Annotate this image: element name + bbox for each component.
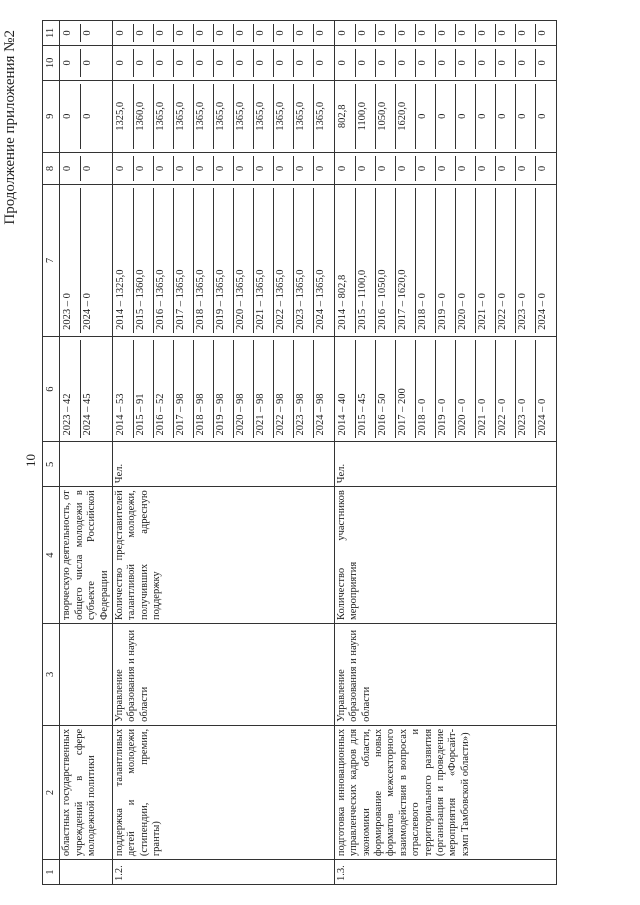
sub-value: 0 <box>233 156 253 181</box>
sub-value: 1365,0 <box>293 84 313 149</box>
cell-c8 <box>112 152 334 184</box>
program-measures-table <box>42 20 557 885</box>
sub-value: 2022 – 1365,0 <box>273 188 293 333</box>
cell-c5: Чел. <box>334 442 556 487</box>
sub-value: 0 <box>536 30 548 36</box>
sub-value: 0 <box>273 49 293 77</box>
sub-value: 0 <box>82 165 94 172</box>
cell-c6 <box>60 336 113 442</box>
sub-list-c9 <box>114 84 333 149</box>
sub-value: 0 <box>375 156 395 181</box>
sub-value: 0 <box>314 60 326 66</box>
cell-c4: творческую деятельность, от общего числа молодежи в субъекте Российской Федерации <box>60 487 113 624</box>
sub-value: 0 <box>293 49 313 77</box>
sub-value: 0 <box>314 165 326 172</box>
sub-value: 2014 – 1325,0 <box>114 188 134 333</box>
sub-value: 1100,0 <box>355 84 375 149</box>
sub-list-c7 <box>336 188 555 333</box>
sub-value: 0 <box>213 24 233 42</box>
sub-value: 2019 – 0 <box>435 340 455 439</box>
sub-value: 0 <box>193 24 213 42</box>
header-cell: 2 <box>43 725 60 859</box>
cell-c11 <box>60 21 113 46</box>
sub-value: 0 <box>153 24 173 42</box>
sub-list-c6 <box>61 340 100 439</box>
sub-list-c6 <box>336 340 555 439</box>
sub-value: 0 <box>61 156 81 181</box>
sub-value: 0 <box>475 84 495 149</box>
sub-value: 2022 – 0 <box>495 188 515 333</box>
sub-value: 0 <box>114 24 134 42</box>
cell-c8 <box>334 152 556 184</box>
sub-value: 0 <box>173 49 193 77</box>
sub-value: 2020 – 0 <box>455 340 475 439</box>
cell-c1 <box>60 860 113 885</box>
cell-c10 <box>112 45 334 80</box>
sub-value: 2024 – 0 <box>82 293 94 330</box>
sub-value: 2018 – 98 <box>193 340 213 439</box>
sub-value: 0 <box>475 156 495 181</box>
sub-value: 2015 – 45 <box>355 340 375 439</box>
sub-value: 2024 – 1365,0 <box>314 269 326 330</box>
page-number: 10 <box>23 454 38 467</box>
sub-value: 2017 – 1365,0 <box>173 188 193 333</box>
sub-value: 0 <box>495 84 515 149</box>
sub-value: 1365,0 <box>314 101 326 131</box>
sub-value: 0 <box>455 84 475 149</box>
sub-value: 0 <box>82 113 94 119</box>
cell-c11 <box>112 21 334 46</box>
sub-value: 2021 – 1365,0 <box>253 188 273 333</box>
cell-c3: Управление образования и науки области <box>112 623 334 725</box>
sub-value: 0 <box>253 156 273 181</box>
sub-value: 0 <box>415 156 435 181</box>
cell-c2: областных государственных учреждений в сфере молодежной политики <box>60 725 113 859</box>
sub-list-c10 <box>114 49 333 77</box>
sub-value: 0 <box>375 24 395 42</box>
sub-value: 0 <box>233 49 253 77</box>
cell-c11 <box>334 21 556 46</box>
sub-value: 2021 – 0 <box>475 340 495 439</box>
sub-list-c8 <box>61 156 100 181</box>
sub-value: 0 <box>133 49 153 77</box>
sub-value: 2017 – 200 <box>395 340 415 439</box>
sub-value: 0 <box>515 84 535 149</box>
sub-value: 0 <box>536 165 548 172</box>
sub-value: 0 <box>395 156 415 181</box>
sub-value: 0 <box>153 49 173 77</box>
cell-c7 <box>60 185 113 337</box>
sub-value: 2023 – 1365,0 <box>293 188 313 333</box>
sub-value: 0 <box>273 156 293 181</box>
sub-value: 0 <box>395 49 415 77</box>
header-row <box>43 21 60 885</box>
sub-value: 2016 – 1365,0 <box>153 188 173 333</box>
sub-value: 2024 – 0 <box>536 293 548 330</box>
sub-value: 0 <box>82 60 94 66</box>
sub-value: 0 <box>82 30 94 36</box>
header-cell: 3 <box>43 623 60 725</box>
cell-c10 <box>334 45 556 80</box>
sub-value: 2015 – 1100,0 <box>355 188 375 333</box>
header-cell: 6 <box>43 336 60 442</box>
sub-value: 0 <box>515 24 535 42</box>
sub-value: 0 <box>193 49 213 77</box>
sub-list-c11 <box>336 24 555 42</box>
sub-value: 0 <box>233 24 253 42</box>
table-row <box>112 21 334 885</box>
sub-value: 2018 – 0 <box>415 340 435 439</box>
cell-c7 <box>334 185 556 337</box>
cell-c5: Чел. <box>112 442 334 487</box>
sub-value: 2022 – 0 <box>495 340 515 439</box>
cell-c2: подготовка инновационных управленческих кадров для экономики области, формирование новых форматов межсекторного взаимодействия в вопросах отраслевого и территориального развития (организация и проведение мероприятия «Форсайт-кэмп Тамбовской области») <box>334 725 556 859</box>
sub-value: 0 <box>395 24 415 42</box>
sub-value: 0 <box>153 156 173 181</box>
sub-value: 2017 – 1620,0 <box>395 188 415 333</box>
cell-c9 <box>60 80 113 152</box>
sub-value: 0 <box>495 24 515 42</box>
sub-value: 0 <box>415 49 435 77</box>
sub-value: 1365,0 <box>213 84 233 149</box>
sub-list-c7 <box>114 188 333 333</box>
sub-value: 0 <box>515 49 535 77</box>
sub-value: 0 <box>213 156 233 181</box>
cell-c9 <box>112 80 334 152</box>
sub-value: 0 <box>475 24 495 42</box>
sub-value: 1620,0 <box>395 84 415 149</box>
sub-value: 2023 – 0 <box>515 188 535 333</box>
sub-value: 2021 – 0 <box>475 188 495 333</box>
sub-value: 2014 – 802,8 <box>336 188 356 333</box>
table-row <box>334 21 556 885</box>
cell-c5 <box>60 442 113 487</box>
cell-c3 <box>60 623 113 725</box>
sub-value: 2024 – 0 <box>536 398 548 436</box>
cell-c9 <box>334 80 556 152</box>
header-cell: 9 <box>43 80 60 152</box>
sub-value: 0 <box>536 60 548 66</box>
sub-value: 0 <box>314 30 326 36</box>
appendix-continuation-caption: Продолжение приложения №2 <box>2 30 18 225</box>
sub-value: 0 <box>293 156 313 181</box>
sub-value: 0 <box>293 24 313 42</box>
sub-value: 0 <box>114 156 134 181</box>
sub-value: 1325,0 <box>114 84 134 149</box>
sub-value: 0 <box>253 24 273 42</box>
sub-value: 0 <box>336 156 356 181</box>
cell-c1: 1.3. <box>334 860 556 885</box>
sub-value: 1365,0 <box>193 84 213 149</box>
sub-value: 0 <box>193 156 213 181</box>
sub-value: 0 <box>375 49 395 77</box>
sub-value: 0 <box>173 24 193 42</box>
sub-value: 2019 – 0 <box>435 188 455 333</box>
sub-value: 1365,0 <box>273 84 293 149</box>
sub-list-c8 <box>336 156 555 181</box>
header-cell: 5 <box>43 442 60 487</box>
sub-list-c11 <box>61 24 100 42</box>
sub-value: 2016 – 52 <box>153 340 173 439</box>
sub-value: 0 <box>435 156 455 181</box>
sub-value: 2022 – 98 <box>273 340 293 439</box>
sub-value: 2015 – 1360,0 <box>133 188 153 333</box>
sub-value: 0 <box>495 156 515 181</box>
sub-value: 0 <box>355 156 375 181</box>
sub-value: 0 <box>455 24 475 42</box>
sub-list-c10 <box>336 49 555 77</box>
table-row <box>60 21 113 885</box>
sub-value: 0 <box>336 49 356 77</box>
sub-list-c10 <box>61 49 100 77</box>
sub-value: 0 <box>536 113 548 119</box>
sub-value: 0 <box>435 84 455 149</box>
cell-c4: Количество участников мероприятия <box>334 487 556 624</box>
sub-value: 802,8 <box>336 84 356 149</box>
sub-value: 0 <box>495 49 515 77</box>
header-cell: 1 <box>43 860 60 885</box>
sub-value: 0 <box>455 49 475 77</box>
sub-list-c7 <box>61 188 100 333</box>
sub-value: 2023 – 98 <box>293 340 313 439</box>
header-cell: 7 <box>43 185 60 337</box>
sub-value: 2024 – 45 <box>82 393 94 436</box>
sub-value: 2023 – 0 <box>61 188 81 333</box>
sub-value: 1360,0 <box>133 84 153 149</box>
sub-value: 2020 – 0 <box>455 188 475 333</box>
sub-value: 1365,0 <box>233 84 253 149</box>
sub-list-c6 <box>114 340 333 439</box>
sub-value: 0 <box>253 49 273 77</box>
sub-value: 0 <box>61 49 81 77</box>
cell-c1: 1.2. <box>112 860 334 885</box>
sub-value: 0 <box>61 24 81 42</box>
sub-value: 2014 – 53 <box>114 340 134 439</box>
sub-value: 2021 – 98 <box>253 340 273 439</box>
sub-value: 0 <box>415 24 435 42</box>
sub-value: 2023 – 42 <box>61 340 81 439</box>
cell-c3: Управление образования и науки области <box>334 623 556 725</box>
header-cell: 11 <box>43 21 60 46</box>
header-cell: 8 <box>43 152 60 184</box>
sub-value: 1365,0 <box>153 84 173 149</box>
sub-list-c9 <box>61 84 100 149</box>
sub-value: 0 <box>114 49 134 77</box>
sub-list-c9 <box>336 84 555 149</box>
sub-value: 2019 – 98 <box>213 340 233 439</box>
sub-value: 2018 – 1365,0 <box>193 188 213 333</box>
cell-c7 <box>112 185 334 337</box>
sub-value: 0 <box>415 84 435 149</box>
sub-value: 0 <box>455 156 475 181</box>
sub-value: 0 <box>133 24 153 42</box>
sub-value: 2020 – 98 <box>233 340 253 439</box>
sub-value: 0 <box>435 49 455 77</box>
sub-list-c11 <box>114 24 333 42</box>
cell-c4: Количество представителей талантливой молодежи, получивших адресную поддержку <box>112 487 334 624</box>
sub-value: 0 <box>213 49 233 77</box>
sub-value: 0 <box>273 24 293 42</box>
sub-value: 0 <box>133 156 153 181</box>
sub-value: 2023 – 0 <box>515 340 535 439</box>
sub-value: 2014 – 40 <box>336 340 356 439</box>
cell-c6 <box>112 336 334 442</box>
sub-value: 2024 – 98 <box>314 393 326 436</box>
sub-value: 2017 – 98 <box>173 340 193 439</box>
sub-value: 0 <box>61 84 81 149</box>
sub-value: 2019 – 1365,0 <box>213 188 233 333</box>
cell-c2: поддержка талантливых детей и молодежи (стипендии, премии, гранты) <box>112 725 334 859</box>
sub-value: 1365,0 <box>173 84 193 149</box>
sub-value: 0 <box>515 156 535 181</box>
header-cell: 10 <box>43 45 60 80</box>
sub-value: 0 <box>435 24 455 42</box>
sub-value: 2018 – 0 <box>415 188 435 333</box>
sub-value: 1050,0 <box>375 84 395 149</box>
sub-value: 0 <box>475 49 495 77</box>
cell-c8 <box>60 152 113 184</box>
sub-value: 2016 – 50 <box>375 340 395 439</box>
cell-c6 <box>334 336 556 442</box>
sub-value: 0 <box>336 24 356 42</box>
sub-value: 1365,0 <box>253 84 273 149</box>
sub-value: 0 <box>355 24 375 42</box>
sub-list-c8 <box>114 156 333 181</box>
sub-value: 0 <box>173 156 193 181</box>
sub-value: 2020 – 1365,0 <box>233 188 253 333</box>
sub-value: 2016 – 1050,0 <box>375 188 395 333</box>
sub-value: 0 <box>355 49 375 77</box>
header-cell: 4 <box>43 487 60 624</box>
sub-value: 2015 – 91 <box>133 340 153 439</box>
cell-c10 <box>60 45 113 80</box>
